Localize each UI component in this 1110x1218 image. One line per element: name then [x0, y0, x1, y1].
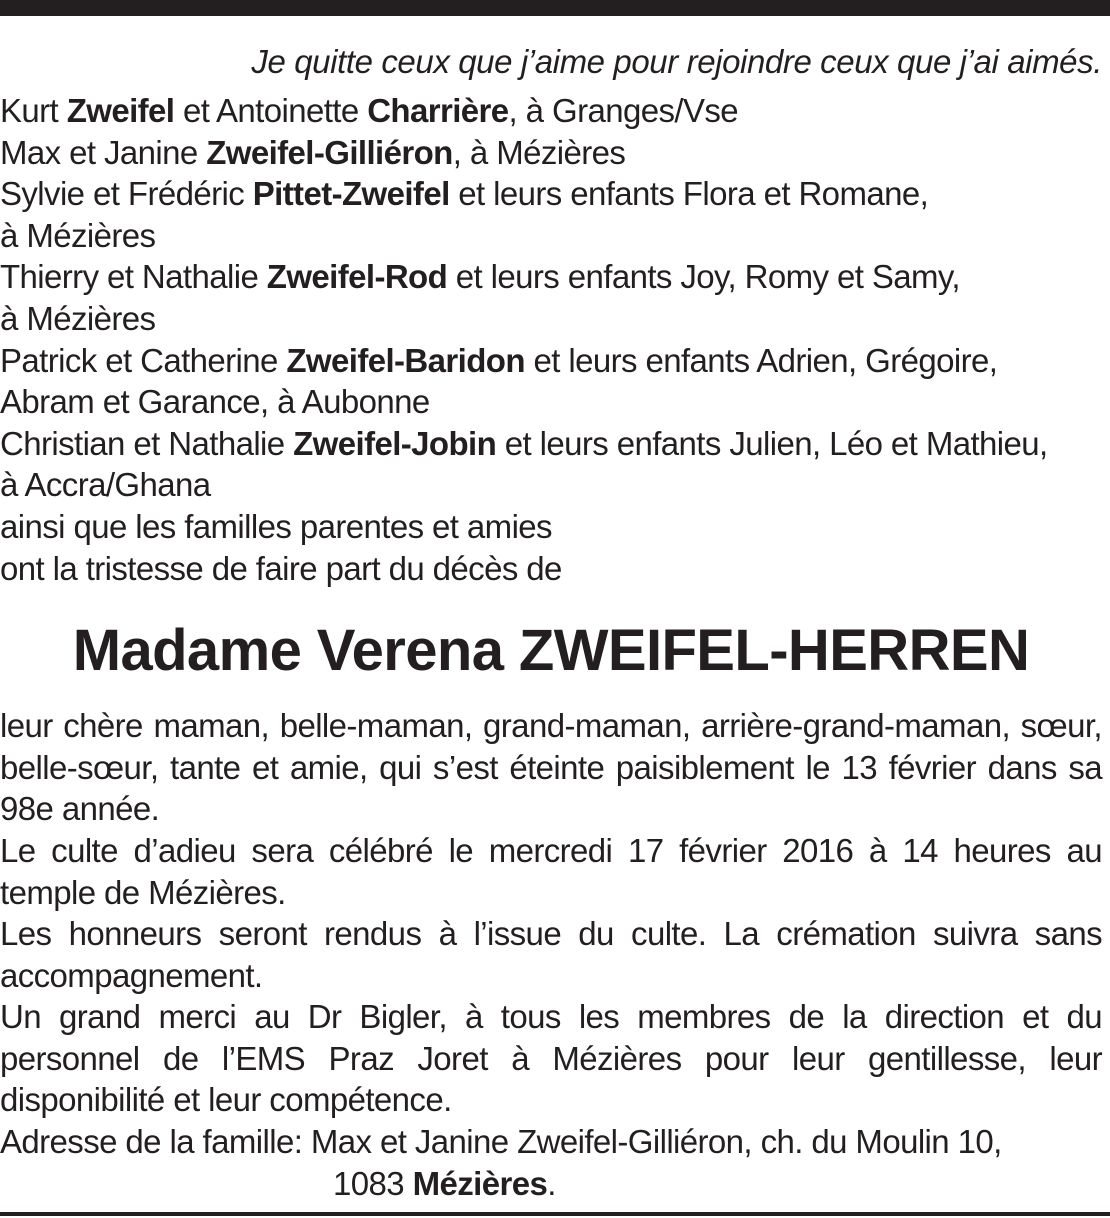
address-city: Mézières	[412, 1164, 548, 1202]
family-address	[0, 1121, 1102, 1163]
text: et leurs enfants Adrien, Grégoire,	[524, 341, 998, 379]
text: et Antoinette	[174, 92, 368, 129]
thanks-paragraph: Un grand merci au Dr Bigler, à tous les membres de la direction et du personnel de l’EMS Praz Joret à Mézières pour leur gentillesse, leur disponibilité et leur compétence.	[0, 998, 1102, 1119]
text: à Accra/Ghana	[0, 466, 211, 504]
text: ainsi que les familles parentes et amies	[0, 507, 552, 545]
family-line	[0, 256, 1102, 298]
text: Christian et Nathalie	[0, 424, 294, 462]
text: et leurs enfants Julien, Léo et Mathieu,	[496, 424, 1048, 462]
family-list	[0, 90, 1102, 589]
family-line	[0, 340, 1102, 382]
text: Max et Janine	[0, 133, 207, 171]
address-postcode: 1083	[333, 1164, 413, 1202]
family-line	[0, 215, 1102, 257]
address-city-suffix: .	[547, 1164, 556, 1202]
surname: Zweifel-Baridon	[286, 341, 525, 379]
address-label: Adresse de la famille:	[0, 1123, 311, 1161]
text: , à Mézières	[452, 133, 626, 171]
text: Patrick et Catherine	[0, 341, 287, 379]
deceased-name: Madame Verena ZWEIFEL-HERREN	[72, 618, 1030, 684]
cremation-paragraph: Les honneurs seront rendus à l’issue du culte. La crémation suivra sans accompagnement.	[0, 915, 1102, 994]
bottom-rule	[0, 1212, 1110, 1216]
family-line	[0, 423, 1102, 465]
text: Thierry et Nathalie	[0, 258, 267, 296]
text: Sylvie et Frédéric	[0, 175, 253, 213]
text: à Mézières	[0, 216, 156, 254]
family-line	[0, 464, 1102, 506]
family-line	[0, 132, 1102, 174]
death-notice	[0, 40, 1102, 1204]
family-line	[0, 381, 1102, 423]
surname: Charrière	[367, 92, 509, 129]
text: Abram et Garance, à Aubonne	[0, 383, 430, 421]
surname: Pittet-Zweifel	[252, 175, 450, 213]
family-line	[0, 548, 1102, 590]
surname: Zweifel-Jobin	[293, 424, 497, 462]
family-line	[0, 90, 1102, 132]
surname: Zweifel-Rod	[266, 258, 448, 296]
tribute-paragraph: leur chère maman, belle-maman, grand-maman, arrière-grand-maman, sœur, belle-sœur, tante et amie, qui s’est éteinte paisiblement le 13 février dans sa 98e année.	[0, 707, 1102, 828]
text: et leurs enfants Joy, Romy et Samy,	[447, 258, 960, 296]
top-rule	[0, 0, 1110, 16]
family-line	[0, 298, 1102, 340]
epigraph: Je quitte ceux que j’aime pour rejoindre ceux que j’ai aimés.	[251, 43, 1102, 80]
text: et leurs enfants Flora et Romane,	[449, 175, 929, 213]
family-line	[0, 506, 1102, 548]
surname: Zweifel	[66, 92, 175, 129]
text: ont la tristesse de faire part du décès de	[0, 549, 562, 587]
ceremony-paragraph: Le culte d’adieu sera célébré le mercredi 17 février 2016 à 14 heures au temple de Mézières.	[0, 831, 1102, 911]
text: à Mézières	[0, 299, 156, 337]
surname: Zweifel-Gilliéron	[206, 133, 453, 171]
text: , à Granges/Vse	[508, 92, 739, 129]
address-street: Max et Janine Zweifel-Gilliéron, ch. du Moulin 10,	[310, 1123, 1002, 1161]
address-city-line	[0, 1163, 1102, 1205]
text: Kurt	[0, 92, 67, 129]
family-line	[0, 173, 1102, 215]
